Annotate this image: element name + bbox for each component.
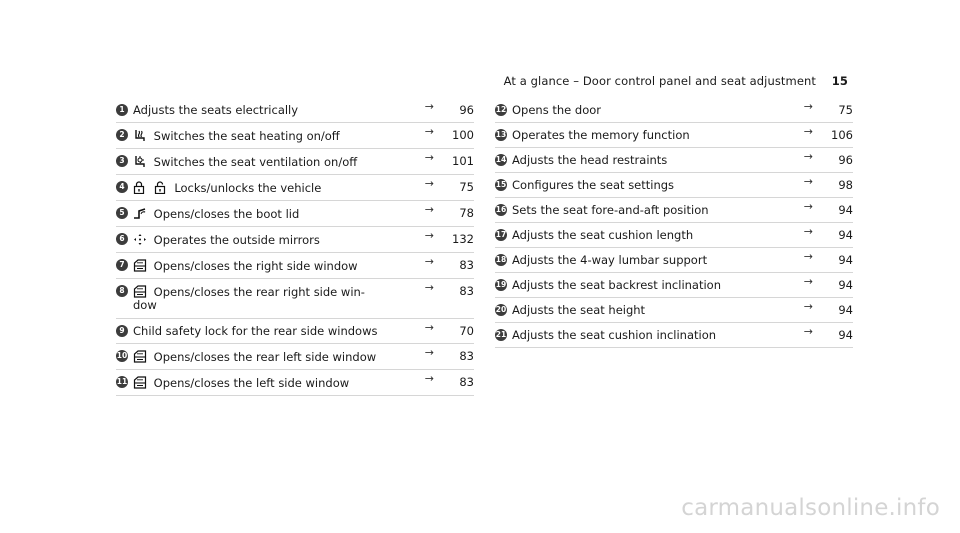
item-label: Operates the outside mirrors: [153, 233, 320, 247]
list-item: [495, 148, 853, 173]
page-reference-arrow: →: [424, 177, 434, 190]
list-item: [495, 173, 853, 198]
page-reference-arrow: →: [424, 321, 434, 334]
page-reference-arrow: →: [803, 275, 813, 288]
lock-unlock-icon-group: [133, 181, 171, 195]
item-number-badge: 9: [116, 325, 128, 337]
lock-icon: [133, 181, 147, 194]
page-reference-arrow: →: [424, 372, 434, 385]
page-reference-arrow: →: [424, 229, 434, 242]
item-label: Locks/unlocks the vehicle: [174, 181, 322, 195]
item-number-badge: 21: [495, 330, 507, 339]
item-description: [512, 304, 783, 317]
list-item: [116, 123, 474, 149]
item-description: [133, 233, 404, 247]
page-reference-link[interactable]: 78: [459, 206, 474, 220]
page-reference-arrow: →: [803, 150, 813, 163]
page-reference-arrow: →: [424, 151, 434, 164]
list-item: [116, 370, 474, 396]
page-reference-arrow: →: [803, 175, 813, 188]
list-item: [116, 149, 474, 175]
item-description: [133, 285, 404, 312]
page-reference-link[interactable]: 94: [838, 303, 853, 317]
item-number-badge: 15: [495, 180, 507, 189]
page-reference-link[interactable]: 70: [459, 324, 474, 338]
page-reference-link[interactable]: 106: [831, 128, 853, 142]
page-reference-arrow: →: [424, 346, 434, 359]
item-description: [133, 376, 404, 390]
item-number-badge: 14: [495, 155, 507, 164]
item-label: Switches the seat ventilation on/off: [153, 155, 358, 169]
page-reference-arrow: →: [803, 250, 813, 263]
item-number-badge: 16: [495, 205, 507, 214]
item-number-badge: 7: [116, 259, 128, 271]
item-label: Adjusts the seats electrically: [133, 103, 299, 117]
item-number-badge: 5: [116, 207, 128, 219]
item-description: [512, 229, 783, 242]
item-description: [512, 329, 783, 342]
item-description: [512, 154, 783, 167]
list-item: [495, 123, 853, 148]
page-reference-arrow: →: [803, 125, 813, 138]
list-item: [495, 198, 853, 223]
item-label: Adjusts the seat backrest inclination: [512, 278, 721, 292]
list-item: [116, 175, 474, 201]
page-reference-link[interactable]: 94: [838, 203, 853, 217]
page-reference-arrow: →: [424, 281, 434, 294]
list-item: [116, 98, 474, 123]
page-reference-link[interactable]: 94: [838, 278, 853, 292]
list-item: [495, 323, 853, 348]
item-description: [133, 181, 404, 195]
item-label: Opens/closes the rear right side win- dow: [133, 285, 365, 312]
item-description: [133, 104, 404, 117]
item-description: [133, 350, 404, 364]
item-label: Opens/closes the rear left side window: [153, 350, 377, 364]
item-label: Opens/closes the left side window: [153, 376, 350, 390]
item-label: Sets the seat fore-and-aft position: [512, 203, 709, 217]
list-item: [495, 248, 853, 273]
page-reference-link[interactable]: 98: [838, 178, 853, 192]
list-item: [116, 201, 474, 227]
item-description: [512, 279, 783, 292]
item-number-badge: 11: [116, 377, 128, 386]
page-reference-arrow: →: [803, 225, 813, 238]
item-number-badge: 18: [495, 255, 507, 264]
page-reference-link[interactable]: 83: [459, 284, 474, 298]
page-number: 15: [831, 74, 848, 88]
list-item: [495, 273, 853, 298]
list-item: [116, 227, 474, 253]
item-description: [512, 129, 783, 142]
item-number-badge: 19: [495, 280, 507, 289]
item-label: Adjusts the head restraints: [512, 153, 668, 167]
page-header-title: At a glance – Door control panel and seat adjustment: [503, 74, 817, 88]
item-number-badge: 12: [495, 105, 507, 114]
page-reference-arrow: →: [424, 125, 434, 138]
page-reference-link[interactable]: 94: [838, 228, 853, 242]
item-label: Adjusts the seat cushion length: [512, 228, 694, 242]
item-description: [512, 204, 783, 217]
list-item: [495, 223, 853, 248]
item-number-badge: 20: [495, 305, 507, 314]
item-number-badge: 6: [116, 233, 128, 245]
seat-heating-icon: [133, 129, 147, 142]
page-reference-arrow: →: [424, 255, 434, 268]
window-icon: [133, 376, 147, 389]
list-item: [116, 253, 474, 279]
item-description: [133, 155, 404, 169]
item-description: [512, 179, 783, 192]
item-description: [512, 104, 783, 117]
list-item: [495, 98, 853, 123]
page-reference-link[interactable]: 83: [459, 258, 474, 272]
page-reference-link[interactable]: 96: [459, 103, 474, 117]
item-number-badge: 1: [116, 104, 128, 116]
page-reference-link[interactable]: 94: [838, 328, 853, 342]
watermark-text: carmanualsonline.info: [681, 495, 940, 521]
item-number-badge: 2: [116, 129, 128, 141]
list-item: [116, 279, 474, 319]
item-description: [133, 207, 404, 221]
page-reference-arrow: →: [803, 325, 813, 338]
window-icon: [133, 285, 147, 298]
page-reference-arrow: →: [424, 100, 434, 113]
item-label: Adjusts the seat cushion inclination: [512, 328, 717, 342]
page-reference-arrow: →: [803, 100, 813, 113]
page-reference-arrow: →: [803, 200, 813, 213]
item-description: [133, 129, 404, 143]
page-reference-arrow: →: [803, 300, 813, 313]
item-label: Adjusts the 4-way lumbar support: [512, 253, 708, 267]
right-column-list: [495, 98, 853, 348]
item-label: Switches the seat heating on/off: [153, 129, 340, 143]
page-reference-link[interactable]: 96: [838, 153, 853, 167]
item-label: Child safety lock for the rear side windows: [133, 324, 378, 338]
item-number-badge: 10: [116, 351, 128, 360]
window-icon: [133, 350, 147, 363]
item-label: Configures the seat settings: [512, 178, 675, 192]
item-number-badge: 3: [116, 155, 128, 167]
page-reference-link[interactable]: 101: [452, 154, 474, 168]
item-label: Opens/closes the boot lid: [153, 207, 300, 221]
item-number-badge: 17: [495, 230, 507, 239]
left-column-list: [116, 98, 474, 396]
item-label: Adjusts the seat height: [512, 303, 646, 317]
page-reference-link[interactable]: 75: [459, 180, 474, 194]
seat-ventilation-icon: [133, 155, 147, 168]
unlock-icon: [154, 181, 168, 194]
item-number-badge: 8: [116, 285, 128, 297]
page-reference-link[interactable]: 83: [459, 349, 474, 363]
window-icon: [133, 259, 147, 272]
page-reference-link[interactable]: 132: [452, 232, 474, 246]
page-reference-link[interactable]: 100: [452, 128, 474, 142]
item-label: Opens the door: [512, 103, 601, 117]
item-description: [133, 325, 404, 338]
mirror-adjust-icon: [133, 233, 147, 246]
page-reference-link[interactable]: 75: [838, 103, 853, 117]
item-description: [133, 259, 404, 273]
list-item: [495, 298, 853, 323]
page-header: [504, 74, 848, 88]
list-item: [116, 319, 474, 344]
item-label: Operates the memory function: [512, 128, 690, 142]
item-number-badge: 13: [495, 130, 507, 139]
item-number-badge: 4: [116, 181, 128, 193]
page-reference-arrow: →: [424, 203, 434, 216]
boot-lid-icon: [133, 207, 147, 220]
list-item: [116, 344, 474, 370]
page-reference-link[interactable]: 94: [838, 253, 853, 267]
item-description: [512, 254, 783, 267]
page-reference-link[interactable]: 83: [459, 375, 474, 389]
item-label: Opens/closes the right side window: [153, 259, 358, 273]
